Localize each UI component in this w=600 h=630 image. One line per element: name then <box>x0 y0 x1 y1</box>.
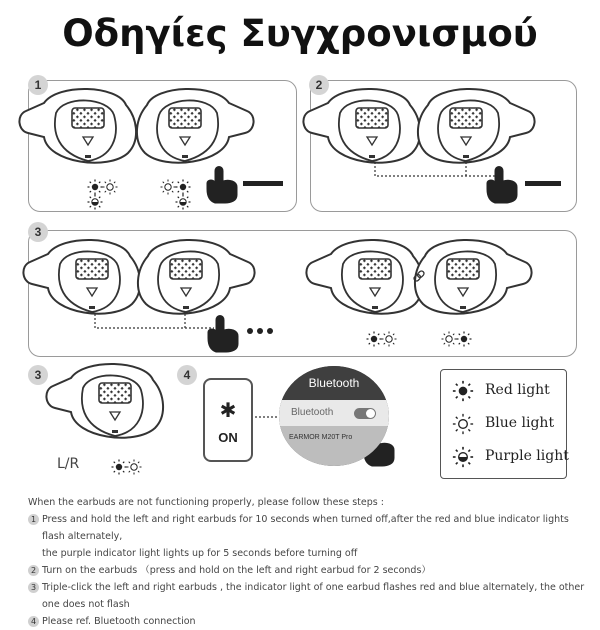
step2-right-earbud <box>418 89 535 163</box>
instruction-number: 2 <box>28 565 39 576</box>
instructions-intro: When the earbuds are not functioning properly, please follow these steps : <box>28 497 384 508</box>
step2-left-earbud <box>303 89 420 163</box>
instruction-item <box>28 579 593 613</box>
instruction-continuation: the purple indicator light lights up for 5 seconds before turning off <box>42 548 358 559</box>
bluetooth-menu <box>279 366 389 466</box>
phone-on-label: ON <box>218 430 238 445</box>
step3-paired-left-earbud <box>306 240 423 314</box>
step2-hand-icon <box>487 167 517 204</box>
device-name: EARMOR M20T Pro <box>289 434 353 441</box>
sun-outline-icon <box>451 412 475 436</box>
page-title: Οδηγίες Συγχρονισμού <box>62 12 538 55</box>
step3-triple-dots <box>247 328 273 334</box>
sun-half-icon <box>451 445 475 469</box>
single-earbud <box>46 364 163 438</box>
step3-right-leds <box>442 332 472 347</box>
step1-left-earbud <box>19 89 136 163</box>
instruction-item <box>28 511 593 545</box>
step3-paired-right-earbud <box>415 240 532 314</box>
step3-right-earbud <box>138 240 255 314</box>
instruction-item <box>28 562 593 579</box>
single-earbud-leds <box>112 460 142 475</box>
step2-dotted-link <box>375 162 497 176</box>
instruction-number: 1 <box>28 514 39 525</box>
step1-right-earbud <box>137 89 254 163</box>
step3b-number: 3 <box>28 365 48 385</box>
sun-filled-icon <box>451 379 475 403</box>
instruction-text: Turn on the earbuds （press and hold on the left and right earbud for 2 seconds） <box>42 565 431 576</box>
step2-long-press-bar <box>525 181 561 186</box>
step3-dotted-link <box>95 314 214 328</box>
step3-left-earbud <box>23 240 140 314</box>
instruction-text: Triple-click the left and right earbuds , the indicator light of one earbud flashes red and blue alternately, the other one does not flash <box>42 582 585 610</box>
step2-number: 2 <box>309 75 329 95</box>
step1-hand-icon <box>207 167 237 204</box>
bluetooth-toggle-row[interactable] <box>279 400 389 426</box>
instructions <box>28 494 593 630</box>
instruction-number: 4 <box>28 616 39 627</box>
single-earbud-label: L/R <box>57 456 80 472</box>
step4-number: 4 <box>177 365 197 385</box>
legend-purple-label: Purple light <box>485 448 569 464</box>
bluetooth-toggle[interactable] <box>354 408 376 419</box>
instruction-number: 3 <box>28 582 39 593</box>
legend-blue-label: Blue light <box>485 415 555 431</box>
step3-number: 3 <box>28 222 48 242</box>
light-legend <box>440 369 567 479</box>
device-row[interactable] <box>279 426 389 466</box>
step1-left-leds <box>88 180 118 210</box>
instruction-text: Press and hold the left and right earbuds for 10 seconds when turned off,after the red and blue indicator lights flash alternately, <box>42 514 569 542</box>
bluetooth-menu-header: Bluetooth <box>279 366 389 400</box>
step3-left-leds <box>367 332 397 347</box>
phone-icon <box>203 378 253 462</box>
step1-right-leds <box>161 180 191 210</box>
instruction-item <box>28 613 593 630</box>
bluetooth-toggle-label: Bluetooth <box>291 407 334 418</box>
bluetooth-icon: ✱ <box>219 398 237 422</box>
step3-hand-icon <box>208 316 238 353</box>
step1-long-press-bar <box>243 181 283 186</box>
step1-number: 1 <box>28 75 48 95</box>
instruction-text: Please ref. Bluetooth connection <box>42 616 196 627</box>
legend-red-label: Red light <box>485 382 550 398</box>
